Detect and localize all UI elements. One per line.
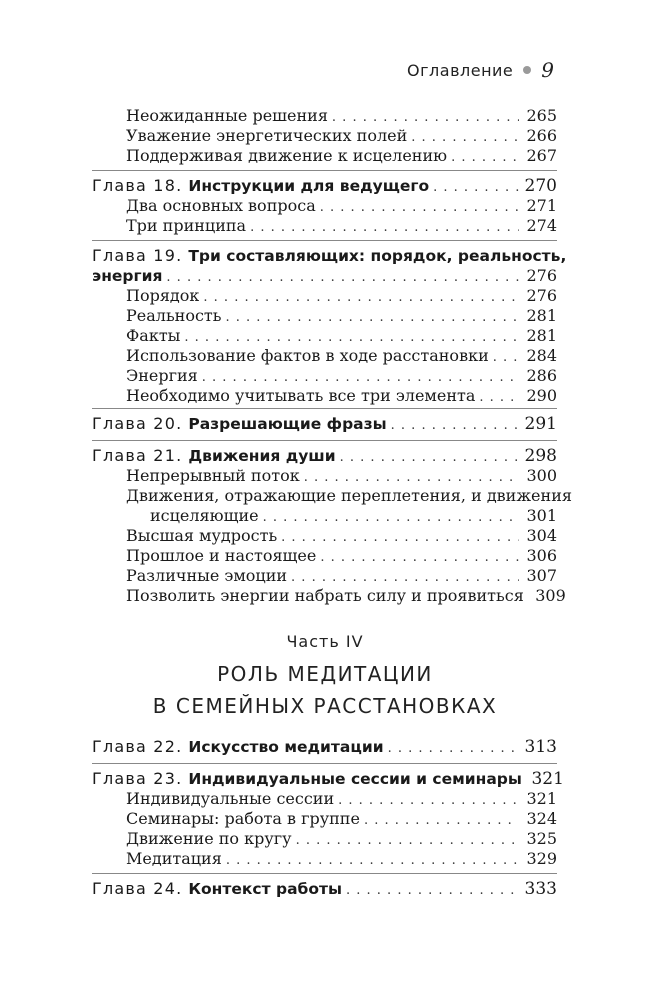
toc-entry-title: Реальность xyxy=(126,306,222,325)
dot-leader xyxy=(479,388,519,408)
toc-entry-title: Уважение энергетических полей xyxy=(126,126,408,145)
toc-entry-title: Семинары: работа в группе xyxy=(126,809,360,828)
toc-entry-title: Медитация xyxy=(126,849,222,868)
dot-leader xyxy=(304,468,519,488)
dot-leader xyxy=(411,128,519,148)
toc-entry[interactable] xyxy=(92,849,557,869)
toc-entry-page: 290 xyxy=(526,386,557,405)
toc-entry-page: 266 xyxy=(526,126,557,145)
toc-entry[interactable] xyxy=(92,586,566,606)
toc-entry-page: 307 xyxy=(526,566,557,585)
toc-entry-title: Поддерживая движение к исцелению xyxy=(126,146,448,165)
toc-entry[interactable] xyxy=(92,106,557,126)
chapter-label: Глава 23. xyxy=(92,769,183,788)
part-title-line2: В СЕМЕЙНЫХ РАССТАНОВКАХ xyxy=(152,694,498,718)
chapter-label: Глава 19. xyxy=(92,246,183,265)
toc-entry[interactable] xyxy=(92,566,557,586)
toc-chapter-19 xyxy=(92,246,567,406)
dot-leader xyxy=(226,851,519,871)
toc-entry[interactable] xyxy=(92,126,557,146)
toc-entry[interactable] xyxy=(92,789,557,809)
toc-divider xyxy=(92,408,557,409)
toc-divider xyxy=(92,440,557,441)
toc-entry[interactable] xyxy=(92,526,557,546)
toc-divider xyxy=(92,170,557,171)
toc-entry[interactable] xyxy=(92,486,572,506)
toc-entry-page: 309 xyxy=(535,586,566,605)
toc-chapter-24 xyxy=(92,879,557,899)
toc-entry-page: 281 xyxy=(526,326,557,345)
dot-leader xyxy=(346,881,519,901)
toc-chapter-entry[interactable] xyxy=(92,176,557,196)
toc-chapter-entry-continued[interactable] xyxy=(92,266,557,286)
toc-entry-page: 304 xyxy=(526,526,557,545)
dot-leader xyxy=(263,508,519,528)
page-number: 9 xyxy=(541,58,554,82)
toc-entry[interactable] xyxy=(92,306,557,326)
toc-chapter-18 xyxy=(92,176,557,236)
toc-entry-page: 270 xyxy=(524,176,557,196)
toc-entry-page: 281 xyxy=(526,306,557,325)
toc-entry-page: 301 xyxy=(526,506,557,525)
toc-entry[interactable] xyxy=(92,386,557,406)
toc-entry[interactable] xyxy=(92,466,557,486)
toc-entry-title: Индивидуальные сессии xyxy=(126,789,335,808)
dot-leader xyxy=(391,416,519,436)
toc-entry-page: 271 xyxy=(526,196,557,215)
dot-leader xyxy=(320,548,519,568)
running-header xyxy=(407,58,554,82)
toc-entry-page: 265 xyxy=(526,106,557,125)
toc-chapter-21 xyxy=(92,446,572,606)
toc-entry-title: Непрерывный поток xyxy=(126,466,300,485)
toc-entry-title: Позволить энергии набрать силу и проявиться xyxy=(126,586,524,605)
toc-entry-page: 324 xyxy=(526,809,557,828)
chapter-name: Индивидуальные сессии и семинары xyxy=(188,770,522,788)
toc-chapter-entry[interactable] xyxy=(92,246,567,266)
toc-entry[interactable] xyxy=(92,809,557,829)
toc-entry-page: 267 xyxy=(526,146,557,165)
toc-entry-page: 313 xyxy=(524,737,557,757)
toc-entry-title: Необходимо учитывать все три элемента xyxy=(126,386,476,405)
dot-leader xyxy=(202,368,519,388)
toc-entry-page: 284 xyxy=(526,346,557,365)
chapter-name: Движения души xyxy=(188,447,336,465)
toc-chapter-23 xyxy=(92,769,564,869)
dot-leader xyxy=(225,308,519,328)
bullet-dot-icon xyxy=(523,66,531,74)
toc-entry-title: Неожиданные решения xyxy=(126,106,328,125)
toc-entry-title: Использование фактов в ходе расстановки xyxy=(126,346,489,365)
running-header-title: Оглавление xyxy=(407,60,514,80)
chapter-name: Разрешающие фразы xyxy=(188,415,387,433)
toc-divider xyxy=(92,240,557,241)
toc-entry-title: Движения, отражающие переплетения, и движения xyxy=(126,486,572,505)
toc-entry-title: Энергия xyxy=(126,366,198,385)
toc-chapter-20 xyxy=(92,414,557,434)
dot-leader xyxy=(203,288,519,308)
toc-entry-page: 274 xyxy=(526,216,557,235)
toc-entry[interactable] xyxy=(92,146,557,166)
toc-entry-title: исцеляющие xyxy=(150,506,259,525)
dot-leader xyxy=(338,791,519,811)
toc-entry-title: Прошлое и настоящее xyxy=(126,546,317,565)
toc-entry[interactable] xyxy=(92,829,557,849)
toc-entry[interactable] xyxy=(92,546,557,566)
chapter-name-line2: энергия xyxy=(92,267,163,285)
toc-entry[interactable] xyxy=(92,286,557,306)
chapter-label: Глава 24. xyxy=(92,879,183,898)
dot-leader xyxy=(388,739,519,759)
toc-entry-page: 321 xyxy=(526,789,557,808)
toc-entry[interactable] xyxy=(92,196,557,216)
toc-entry-title: Высшая мудрость xyxy=(126,526,278,545)
toc-chapter-entry[interactable] xyxy=(92,737,557,757)
toc-chapter-entry[interactable] xyxy=(92,879,557,899)
toc-entry-continued[interactable] xyxy=(92,506,557,526)
dot-leader xyxy=(340,448,519,468)
toc-entry-title: Различные эмоции xyxy=(126,566,288,585)
part-title-line1: РОЛЬ МЕДИТАЦИИ xyxy=(217,662,433,686)
dot-leader xyxy=(250,218,519,238)
dot-leader xyxy=(364,811,519,831)
dot-leader xyxy=(291,568,519,588)
dot-leader xyxy=(433,178,519,198)
toc-entry-page: 329 xyxy=(526,849,557,868)
toc-divider xyxy=(92,763,557,764)
toc-entry-page: 300 xyxy=(526,466,557,485)
toc-entry[interactable] xyxy=(92,366,557,386)
dot-leader xyxy=(184,328,519,348)
chapter-label: Глава 20. xyxy=(92,414,183,433)
toc-divider xyxy=(92,873,557,874)
toc-entry-title: Факты xyxy=(126,326,181,345)
dot-leader xyxy=(296,831,519,851)
dot-leader xyxy=(451,148,519,168)
toc-entry-title: Три принципа xyxy=(126,216,247,235)
dot-leader xyxy=(493,348,519,368)
dot-leader xyxy=(320,198,519,218)
chapter-name: Три составляющих: порядок, реальность, xyxy=(188,247,567,265)
chapter-name: Искусство медитации xyxy=(188,738,384,756)
toc-entry-page: 286 xyxy=(526,366,557,385)
toc-entry-page: 291 xyxy=(524,414,557,434)
toc-chapter-entry[interactable] xyxy=(92,414,557,434)
dot-leader xyxy=(281,528,519,548)
toc-entry-page: 333 xyxy=(524,879,557,899)
toc-entry-page: 276 xyxy=(526,266,557,285)
toc-entry-page: 325 xyxy=(526,829,557,848)
toc-entry[interactable] xyxy=(92,216,557,236)
toc-entry-page: 276 xyxy=(526,286,557,305)
toc-entry-page: 298 xyxy=(524,446,557,466)
toc-entry-page: 306 xyxy=(526,546,557,565)
toc-chapter-entry[interactable] xyxy=(92,769,564,789)
chapter-label: Глава 21. xyxy=(92,446,183,465)
toc-chapter-entry[interactable] xyxy=(92,446,557,466)
dot-leader xyxy=(166,268,519,288)
toc-entry[interactable] xyxy=(92,326,557,346)
toc-entry-page: 321 xyxy=(531,769,564,789)
toc-entry-title: Порядок xyxy=(126,286,200,305)
part-label: Часть IV xyxy=(286,632,364,651)
toc-entry[interactable] xyxy=(92,346,557,366)
chapter-label: Глава 22. xyxy=(92,737,183,756)
toc-block-continuation xyxy=(92,106,557,166)
chapter-name: Инструкции для ведущего xyxy=(188,177,430,195)
dot-leader xyxy=(332,108,519,128)
toc-entry-title: Два основных вопроса xyxy=(126,196,316,215)
toc-entry-title: Движение по кругу xyxy=(126,829,292,848)
chapter-label: Глава 18. xyxy=(92,176,183,195)
toc-chapter-22 xyxy=(92,737,557,757)
chapter-name: Контекст работы xyxy=(188,880,342,898)
